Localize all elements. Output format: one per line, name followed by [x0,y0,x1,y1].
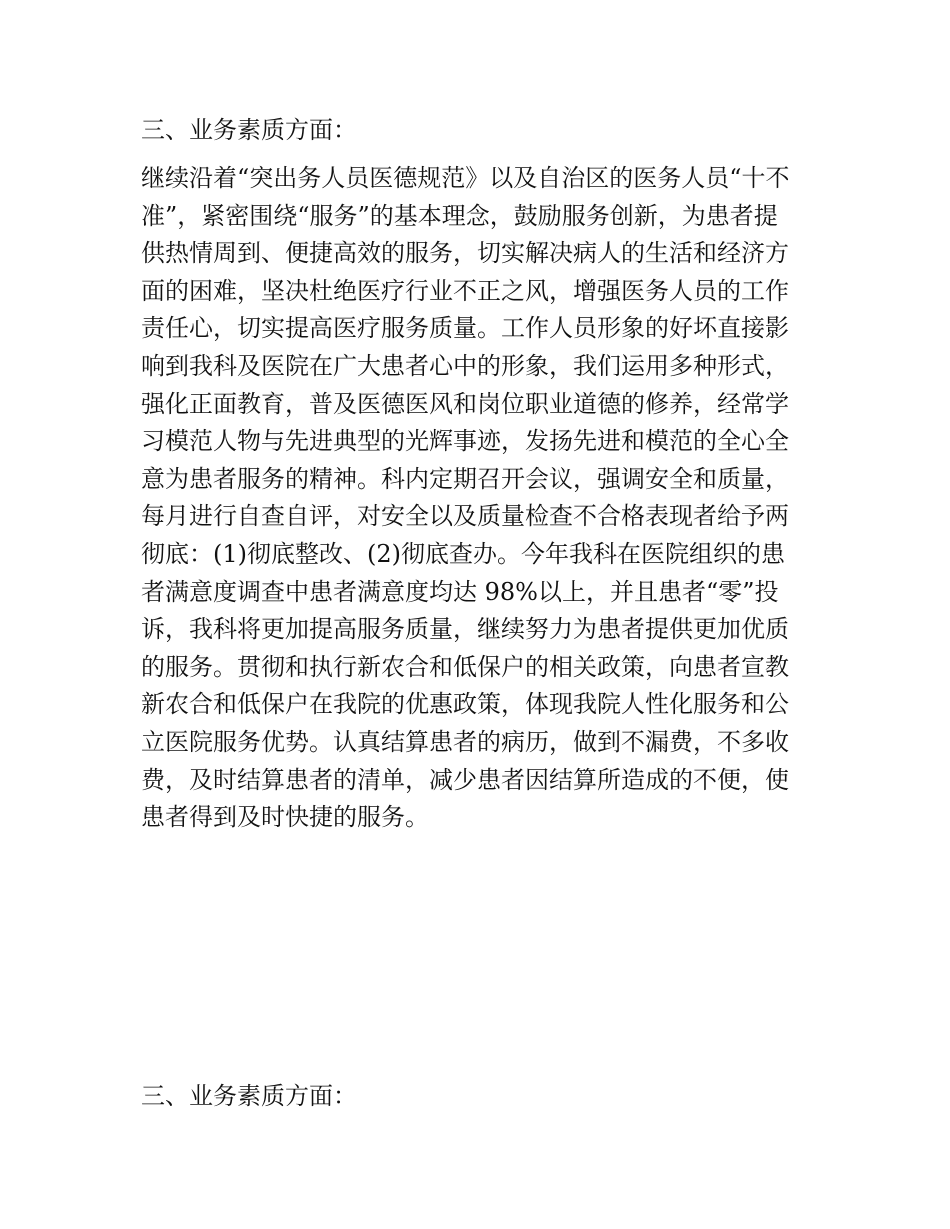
paragraph-line: 面的困难，坚决杜绝医疗行业不正之风，增强医务人员的工作 [141,276,789,305]
paragraph-line: 习模范人物与先进典型的光辉事迹，发扬先进和模范的全心全 [141,427,789,456]
paragraph-line: 彻底：(1)彻底整改、(2)彻底查办。今年我科在医院组织的患 [141,539,785,568]
section-heading: 三、业务素质方面： [141,116,357,144]
section-heading: 三、业务素质方面： [141,1082,357,1110]
paragraph-line: 响到我科及医院在广大患者心中的形象，我们运用多种形式， [141,351,789,380]
paragraph-line: 患者得到及时快捷的服务。 [141,803,429,832]
paragraph-line: 诉，我科将更加提高服务质量，继续努力为患者提供更加优质 [141,615,789,644]
paragraph-line: 继续沿着“突出务人员医德规范》以及自治区的医务人员“十不 [141,164,790,192]
paragraph-line: 责任心，切实提高医疗服务质量。工作人员形象的好坏直接影 [141,314,789,343]
body-paragraph [141,160,813,837]
paragraph-line: 供热情周到、便捷高效的服务，切实解决病人的生活和经济方 [141,239,789,268]
paragraph-line: 准”，紧密围绕“服务”的基本理念，鼓励服务创新，为患者提 [141,201,778,230]
paragraph-line: 立医院服务优势。认真结算患者的病历，做到不漏费，不多收 [141,727,789,756]
paragraph-line: 费，及时结算患者的清单，减少患者因结算所造成的不便，使 [141,765,789,794]
paragraph-line: 意为患者服务的精神。科内定期召开会议，强调安全和质量， [141,464,789,493]
paragraph-line: 的服务。贯彻和执行新农合和低保户的相关政策，向患者宣教 [141,652,789,681]
paragraph-line: 强化正面教育，普及医德医风和岗位职业道德的修养，经常学 [141,389,789,418]
paragraph-line: 新农合和低保户在我院的优惠政策，体现我院人性化服务和公 [141,690,789,719]
paragraph-line: 者满意度调查中患者满意度均达 98%以上，并且患者“零”投 [141,577,779,606]
paragraph-line: 每月进行自查自评，对安全以及质量检查不合格表现者给予两 [141,502,789,531]
